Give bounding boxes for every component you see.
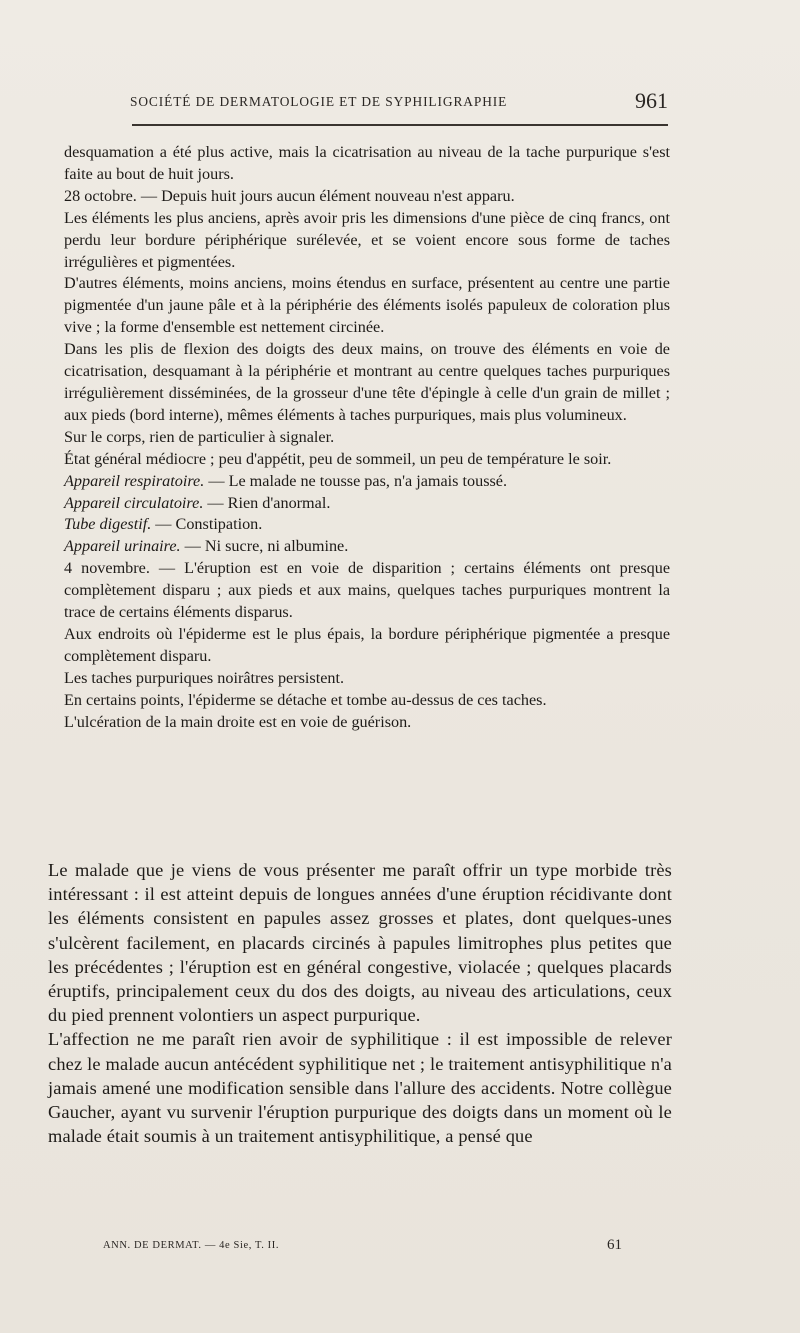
paragraph: Les taches purpuriques noirâtres persistent.: [64, 668, 345, 687]
paragraph: Aux endroits où l'épiderme est le plus épais, la bordure périphérique pigmentée a presque complètement disparu.: [64, 624, 670, 665]
paragraph: Dans les plis de flexion des doigts des deux mains, on trouve des éléments en voie de cicatrisation, desquamant à la périphérie et montrant au centre quelques taches purpuriques irrégulièrement disséminées, de la grosseur d'une tête d'épingle à celle d'un grain de millet ; aux pieds (bord interne), mêmes éléments à taches purpuriques, mais plus volumineux.: [64, 340, 670, 424]
paragraph-text: — Ni sucre, ni albumine.: [180, 537, 349, 556]
running-title: SOCIÉTÉ DE DERMATOLOGIE ET DE SYPHILIGRAPHIE: [130, 94, 508, 109]
paragraph-text: 28 octobre. — Depuis huit jours aucun élément nouveau n'est apparu.: [64, 186, 515, 205]
italic-label: Appareil respiratoire.: [64, 471, 205, 490]
paragraph: L'affection ne me paraît rien avoir de syphilitique : il est impossible de relever chez le malade aucun antécédent syphilitique net ; le traitement antisyphilitique n'a jamais amené une modification sensible dans l'allure des accidents. Notre collègue Gaucher, ayant vu survenir l'éruption purpurique des doigts dans un moment où le malade était soumis à un traitement antisyphilitique, a pensé que: [48, 1029, 672, 1147]
commentary-text: [48, 858, 672, 1148]
paragraph-text: — Constipation.: [151, 515, 263, 534]
header-rule: [132, 124, 668, 126]
paragraph: [64, 493, 670, 515]
paragraph: D'autres éléments, moins anciens, moins étendus en surface, présentent au centre une partie pigmentée d'un jaune pâle et à la périphérie des éléments isolés papuleux de coloration plus vive ; la forme d'ensemble est nettement circinée.: [64, 274, 670, 337]
paragraph: En certains points, l'épiderme se détache et tombe au-dessus de ces taches.: [64, 690, 547, 709]
paragraph: L'ulcération de la main droite est en voie de guérison.: [64, 712, 412, 731]
paragraph: Les éléments les plus anciens, après avoir pris les dimensions d'une pièce de cinq francs, ont perdu leur bordure périphérique surélevée, et se voient encore sous forme de taches irrégulières et pigmentées.: [64, 208, 670, 271]
italic-label: Tube digestif.: [64, 515, 152, 534]
footer-signature: ANN. DE DERMAT. — 4e Sie, T. II.: [103, 1240, 280, 1251]
running-head: [130, 88, 670, 114]
italic-label: Appareil circulatoire.: [64, 493, 204, 512]
paragraph: desquamation a été plus active, mais la cicatrisation au niveau de la tache purpurique s'est faite au bout de huit jours.: [64, 143, 670, 183]
paragraph-text: — Rien d'anormal.: [203, 493, 331, 512]
paragraph: [64, 186, 670, 208]
italic-label: Appareil urinaire.: [64, 537, 181, 556]
case-observation-text: [64, 142, 670, 733]
paragraph: [64, 471, 670, 493]
paragraph-text: — Le malade ne tousse pas, n'a jamais toussé.: [204, 471, 508, 490]
paragraph: [64, 536, 670, 558]
page-number: 961: [635, 88, 668, 113]
paragraph: [64, 514, 670, 536]
paragraph: Sur le corps, rien de particulier à signaler.: [64, 427, 335, 446]
paragraph: 4 novembre. — L'éruption est en voie de disparition ; certains éléments ont presque complètement disparu ; aux pieds et aux mains, quelques taches purpuriques montrent la trace de certains éléments disparus.: [64, 559, 670, 622]
paragraph: Le malade que je viens de vous présenter me paraît offrir un type morbide très intéressant : il est atteint depuis de longues années d'une éruption récidivante dont les éléments consistent en papules assez grosses et plates, dont quelques-unes s'ulcèrent facilement, en placards circinés à papules limitrophes plus petites que les précédentes ; l'éruption est en général congestive, violacée ; quelques placards éruptifs, principalement ceux du dos des doigts, au niveau des articulations, ceux du pied prennent volontiers un aspect purpurique.: [48, 860, 672, 1026]
footer-sheet-number: 61: [607, 1237, 622, 1253]
paragraph: État général médiocre ; peu d'appétit, peu de sommeil, un peu de température le soir.: [64, 449, 612, 468]
